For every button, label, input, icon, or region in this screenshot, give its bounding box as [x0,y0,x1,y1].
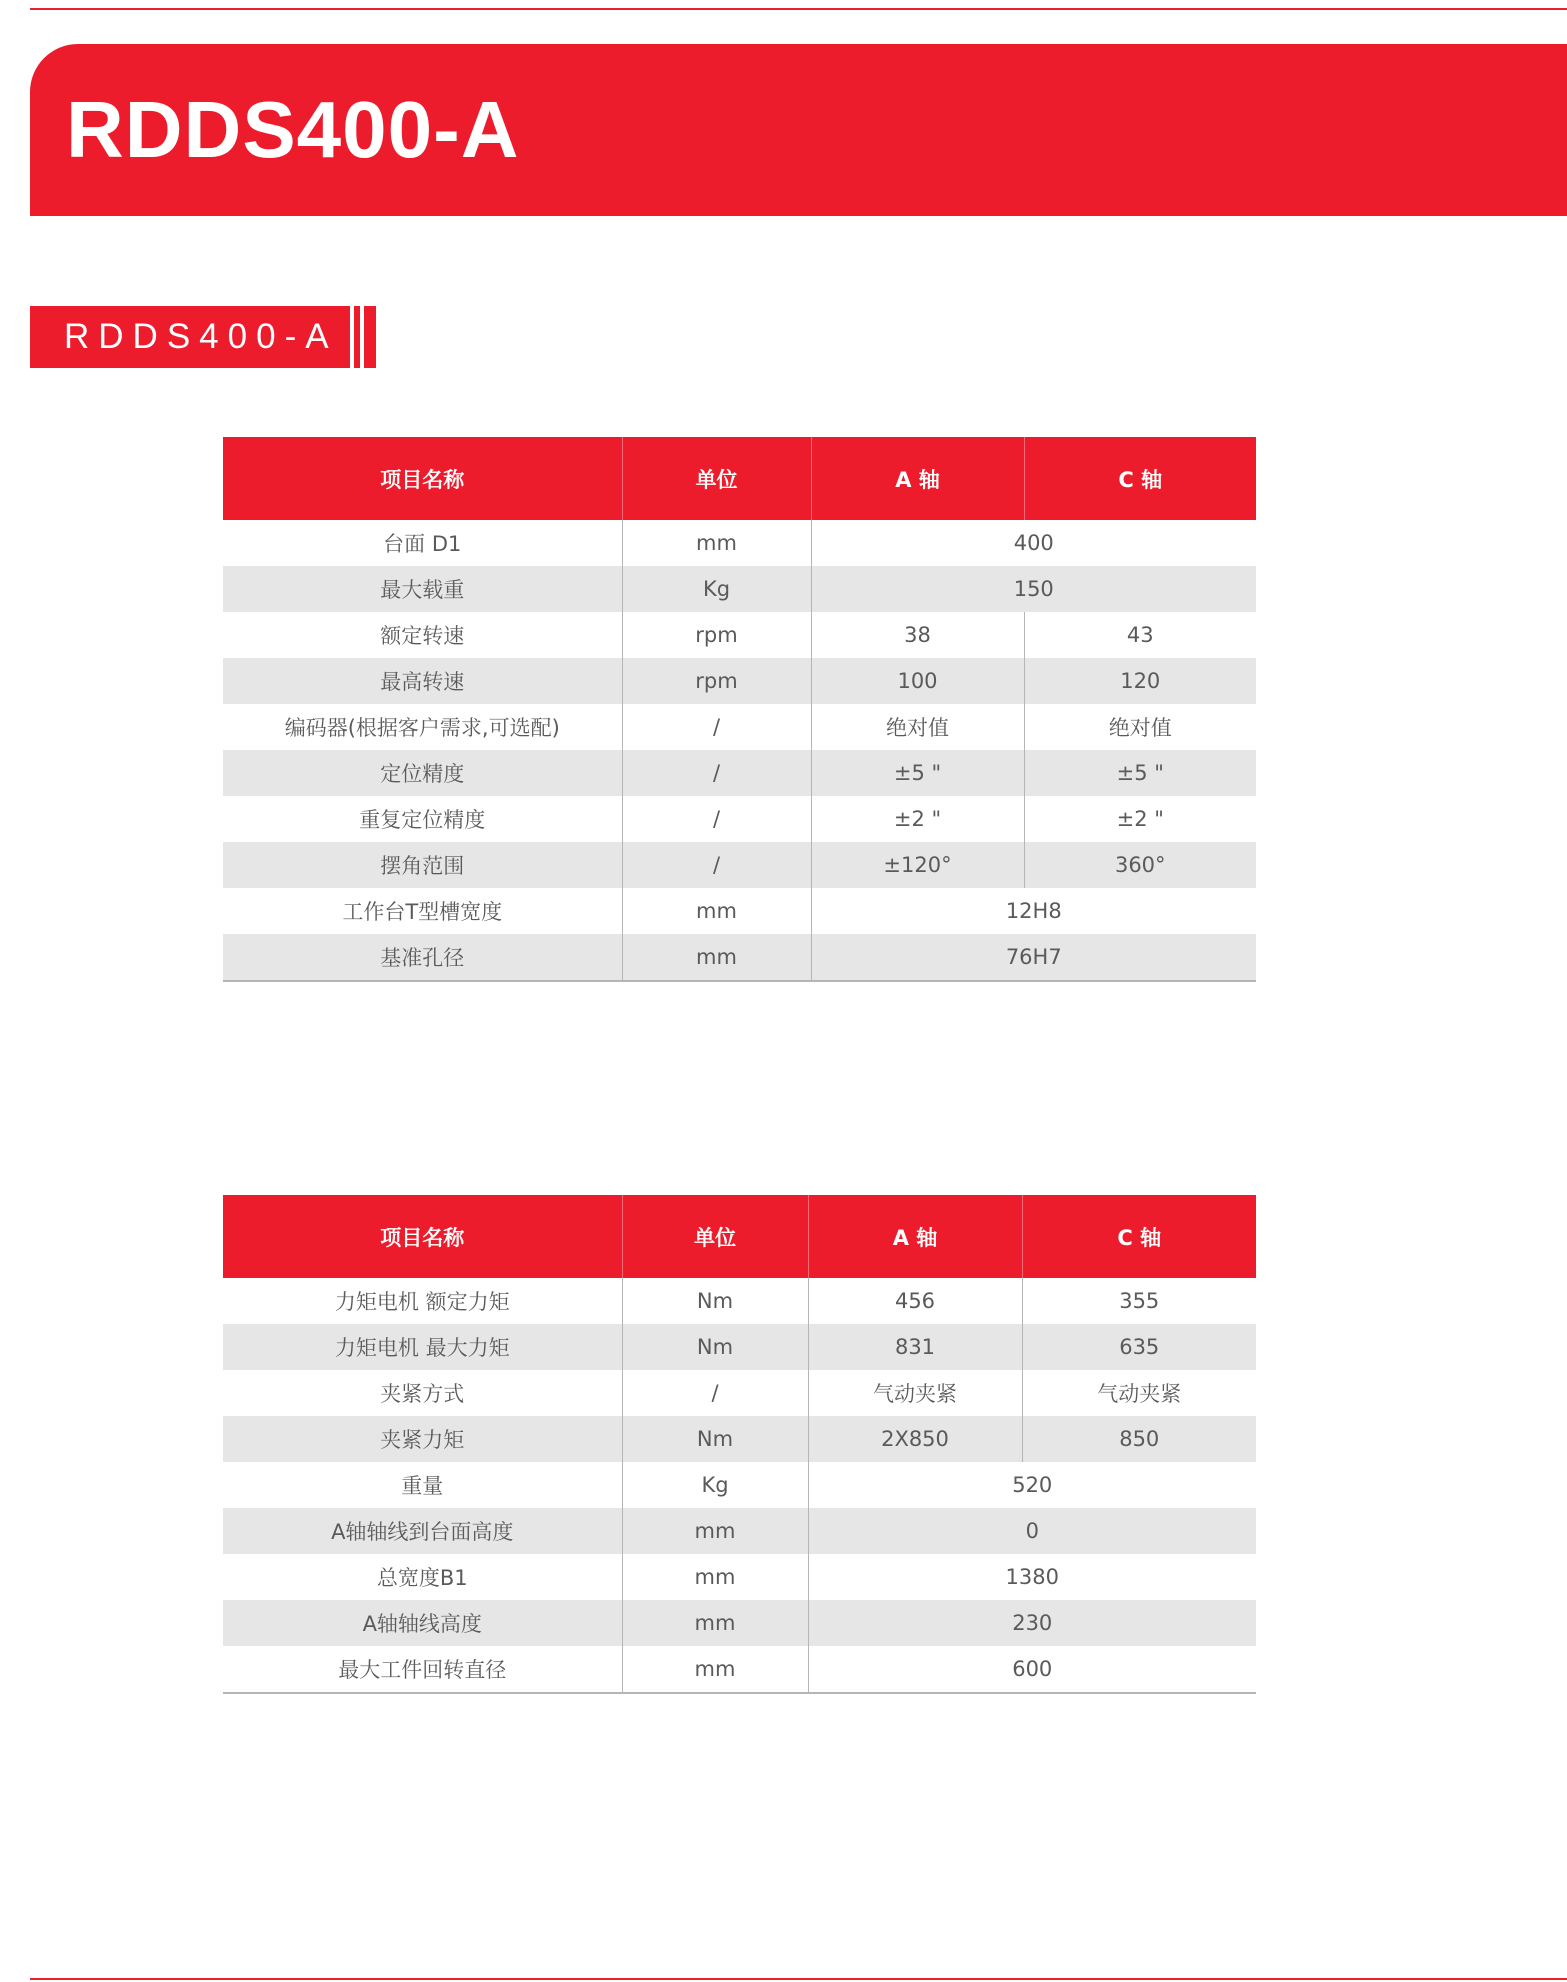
unit-cell: rpm [622,658,811,704]
section-tag-label: RDDS400-A [64,317,338,356]
unit-cell: mm [622,934,811,981]
unit-cell: mm [622,520,811,566]
unit-cell: rpm [622,612,811,658]
item-name-cell: 基准孔径 [223,934,622,981]
merged-value-cell: 400 [811,520,1256,566]
header-c-axis: C 轴 [1024,437,1256,520]
a-axis-value-cell: 气动夹紧 [808,1370,1022,1416]
a-axis-value-cell: 2X850 [808,1416,1022,1462]
table-row [223,888,1256,934]
merged-value-cell: 150 [811,566,1256,612]
item-name-cell: 最高转速 [223,658,622,704]
c-axis-value-cell: ±5 " [1024,750,1256,796]
a-axis-value-cell: 456 [808,1278,1022,1324]
header-unit: 单位 [622,1195,808,1278]
item-name-cell: 夹紧力矩 [223,1416,622,1462]
item-name-cell: 工作台T型槽宽度 [342,900,503,924]
c-axis-value-cell: 355 [1022,1278,1256,1324]
c-axis-value-cell: 绝对值 [1024,704,1256,750]
item-name-cell: 定位精度 [223,750,622,796]
table-header-row [223,1195,1256,1278]
a-axis-value-cell: ±5 " [811,750,1024,796]
unit-cell: mm [622,1554,808,1600]
table-row [223,796,1256,842]
table-row [223,1278,1256,1324]
spec-table-motion [223,437,1256,982]
c-axis-value-cell: 120 [1024,658,1256,704]
unit-cell: / [622,1370,808,1416]
unit-cell: Nm [622,1416,808,1462]
item-name-cell: 总宽度B1 [376,1566,468,1590]
table-header-row [223,437,1256,520]
table-row [223,1508,1256,1554]
item-name-cell: 最大工件回转直径 [223,1646,622,1693]
table-row [223,658,1256,704]
unit-cell: mm [622,888,811,934]
item-name-cell: 摆角范围 [223,842,622,888]
c-axis-value-cell: 850 [1022,1416,1256,1462]
header-a-axis: A 轴 [811,437,1024,520]
unit-cell: / [622,842,811,888]
merged-value-cell: 76H7 [811,934,1256,981]
table-row [223,842,1256,888]
unit-cell: / [622,750,811,796]
a-axis-value-cell: ±2 " [811,796,1024,842]
item-name-cell: 重复定位精度 [359,808,486,832]
c-axis-value-cell: ±2 " [1024,796,1256,842]
unit-cell: Kg [622,1462,808,1508]
a-axis-value-cell: ±120° [811,842,1024,888]
unit-cell: Kg [622,566,811,612]
top-divider [30,8,1567,10]
c-axis-value-cell: 635 [1022,1324,1256,1370]
item-name-cell: 力矩电机 最大力矩 [223,1324,622,1370]
table-row [223,612,1256,658]
item-name-cell: 力矩电机 额定力矩 [334,1290,510,1314]
unit-cell: Nm [622,1324,808,1370]
merged-value-cell: 1380 [808,1554,1256,1600]
item-name-cell: 编码器(根据客户需求,可选配) [284,716,560,740]
table-row [223,1554,1256,1600]
item-name-cell: 额定转速 [380,624,465,648]
page-title: RDDS400-A [66,85,520,174]
unit-cell: Nm [622,1278,808,1324]
header-c-axis: C 轴 [1022,1195,1256,1278]
table-row [223,1600,1256,1646]
unit-cell: / [622,796,811,842]
section-tag [30,306,350,368]
table-row [223,1416,1256,1462]
merged-value-cell: 230 [808,1600,1256,1646]
unit-cell: / [622,704,811,750]
bottom-divider [30,1978,1567,1980]
table-row [223,1646,1256,1693]
c-axis-value-cell: 43 [1024,612,1256,658]
item-name-cell: A轴轴线高度 [223,1600,622,1646]
unit-cell: mm [622,1646,808,1693]
c-axis-value-cell: 气动夹紧 [1022,1370,1256,1416]
c-axis-value-cell: 360° [1024,842,1256,888]
a-axis-value-cell: 绝对值 [811,704,1024,750]
tag-accent-bar [364,306,376,368]
merged-value-cell: 600 [808,1646,1256,1693]
table-row [223,1462,1256,1508]
table-row [223,1324,1256,1370]
spec-table-torque [223,1195,1256,1694]
header-unit: 单位 [622,437,811,520]
a-axis-value-cell: 100 [811,658,1024,704]
title-banner [30,44,1567,216]
table-row [223,704,1256,750]
unit-cell: mm [622,1508,808,1554]
a-axis-value-cell: 38 [811,612,1024,658]
a-axis-value-cell: 831 [808,1324,1022,1370]
header-a-axis: A 轴 [808,1195,1022,1278]
table-row [223,934,1256,981]
merged-value-cell: 0 [808,1508,1256,1554]
item-name-cell: 最大载重 [223,566,622,612]
table-row [223,1370,1256,1416]
item-name-cell: 重量 [401,1474,444,1498]
item-name-cell: 台面 D1 [383,532,462,556]
merged-value-cell: 12H8 [811,888,1256,934]
merged-value-cell: 520 [808,1462,1256,1508]
table-row [223,520,1256,566]
item-name-cell: A轴轴线到台面高度 [223,1508,622,1554]
unit-cell: mm [622,1600,808,1646]
table-row [223,750,1256,796]
header-item-name: 项目名称 [223,1195,622,1278]
item-name-cell: 夹紧方式 [380,1382,465,1406]
tag-accent-bar [354,306,360,368]
header-item-name: 项目名称 [223,437,622,520]
table-row [223,566,1256,612]
